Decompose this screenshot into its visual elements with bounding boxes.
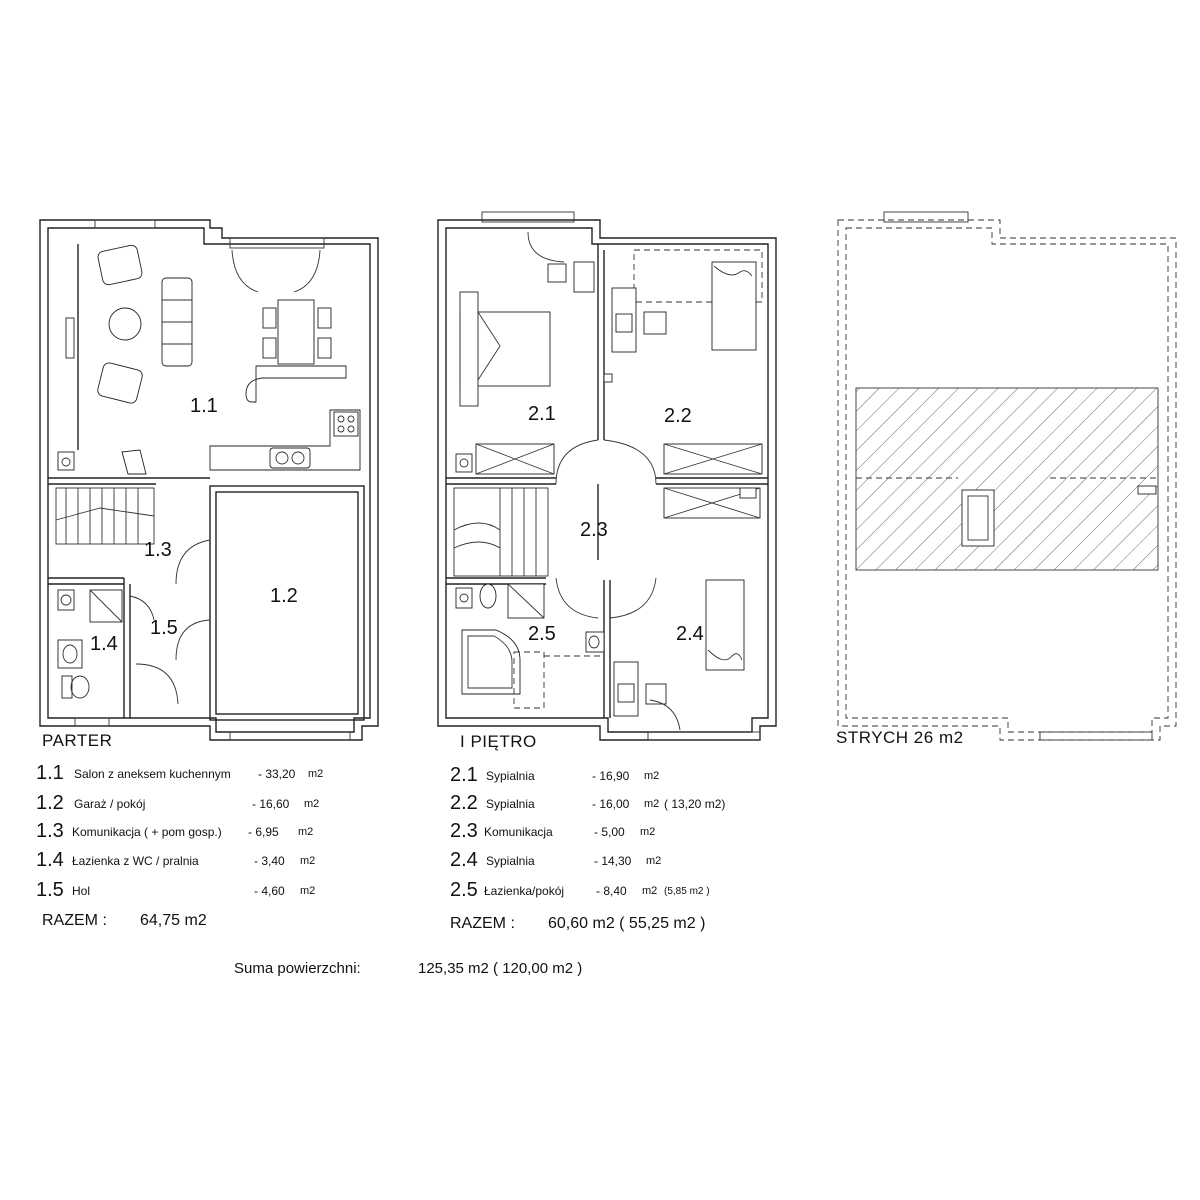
room-number: 1.2: [36, 792, 64, 814]
room-number: 2.5: [450, 879, 478, 901]
first-floor-plan: [438, 212, 776, 740]
room-area-alt: (5,85 m2 ): [664, 886, 710, 897]
strych-title: STRYCH 26 m2: [836, 728, 964, 747]
suma-value: 125,35 m2 ( 120,00 m2 ): [418, 960, 583, 977]
room-unit: m2: [646, 855, 662, 867]
room-label-1-5: 1.5: [150, 617, 178, 639]
room-label-2-5: 2.5: [528, 623, 556, 645]
pietro-total-value: 60,60 m2 ( 55,25 m2 ): [548, 915, 706, 932]
room-number: 2.3: [450, 820, 478, 842]
room-area-alt: ( 13,20 m2): [664, 797, 726, 811]
room-unit: m2: [644, 798, 660, 810]
room-area: - 16,60: [252, 797, 290, 811]
room-name: Salon z aneksem kuchennym: [74, 767, 231, 781]
room-label-1-4: 1.4: [90, 633, 118, 655]
room-number: 1.4: [36, 849, 64, 871]
room-labels: [90, 395, 704, 655]
room-name: Łazienka z WC / pralnia: [72, 854, 199, 868]
room-name: Garaż / pokój: [74, 797, 146, 811]
pietro-title: I PIĘTRO: [460, 732, 537, 751]
room-number: 1.3: [36, 820, 64, 842]
room-area: - 4,60: [254, 884, 285, 898]
room-name: Komunikacja ( + pom gosp.): [72, 825, 222, 839]
room-unit: m2: [644, 770, 660, 782]
room-unit: m2: [304, 798, 320, 810]
room-number: 2.4: [450, 849, 478, 871]
room-label-1-2: 1.2: [270, 585, 298, 607]
room-label-2-2: 2.2: [664, 405, 692, 427]
room-area: - 6,95: [248, 825, 279, 839]
room-name: Łazienka/pokój: [484, 884, 565, 898]
room-label-2-4: 2.4: [676, 623, 704, 645]
room-area: - 14,30: [594, 854, 632, 868]
parter-total-value: 64,75 m2: [140, 912, 207, 929]
room-area: - 3,40: [254, 854, 285, 868]
parter-title: PARTER: [42, 731, 113, 750]
room-unit: m2: [642, 885, 658, 897]
room-area: - 16,90: [592, 769, 630, 783]
attic-plan: [838, 212, 1176, 740]
room-area: - 5,00: [594, 825, 625, 839]
room-label-2-1: 2.1: [528, 403, 556, 425]
room-unit: m2: [308, 768, 324, 780]
suma-label: Suma powierzchni:: [234, 960, 361, 977]
room-label-2-3: 2.3: [580, 519, 608, 541]
parter-total-label: RAZEM :: [42, 912, 107, 929]
room-label-1-3: 1.3: [144, 539, 172, 561]
room-number: 1.1: [36, 762, 64, 784]
room-area: - 8,40: [596, 884, 627, 898]
room-name: Hol: [72, 884, 91, 898]
room-number: 2.1: [450, 764, 478, 786]
room-unit: m2: [300, 855, 316, 867]
room-label-1-1: 1.1: [190, 395, 218, 417]
ground-floor-plan: [40, 220, 378, 740]
room-area: - 33,20: [258, 767, 296, 781]
room-name: Komunikacja: [484, 825, 553, 839]
room-name: Sypialnia: [486, 769, 535, 783]
room-number: 2.2: [450, 792, 478, 814]
room-unit: m2: [298, 826, 314, 838]
room-name: Sypialnia: [486, 797, 535, 811]
room-name: Sypialnia: [486, 854, 535, 868]
pietro-total-label: RAZEM :: [450, 915, 515, 932]
room-area: - 16,00: [592, 797, 630, 811]
room-number: 1.5: [36, 879, 64, 901]
room-unit: m2: [300, 885, 316, 897]
room-unit: m2: [640, 826, 656, 838]
